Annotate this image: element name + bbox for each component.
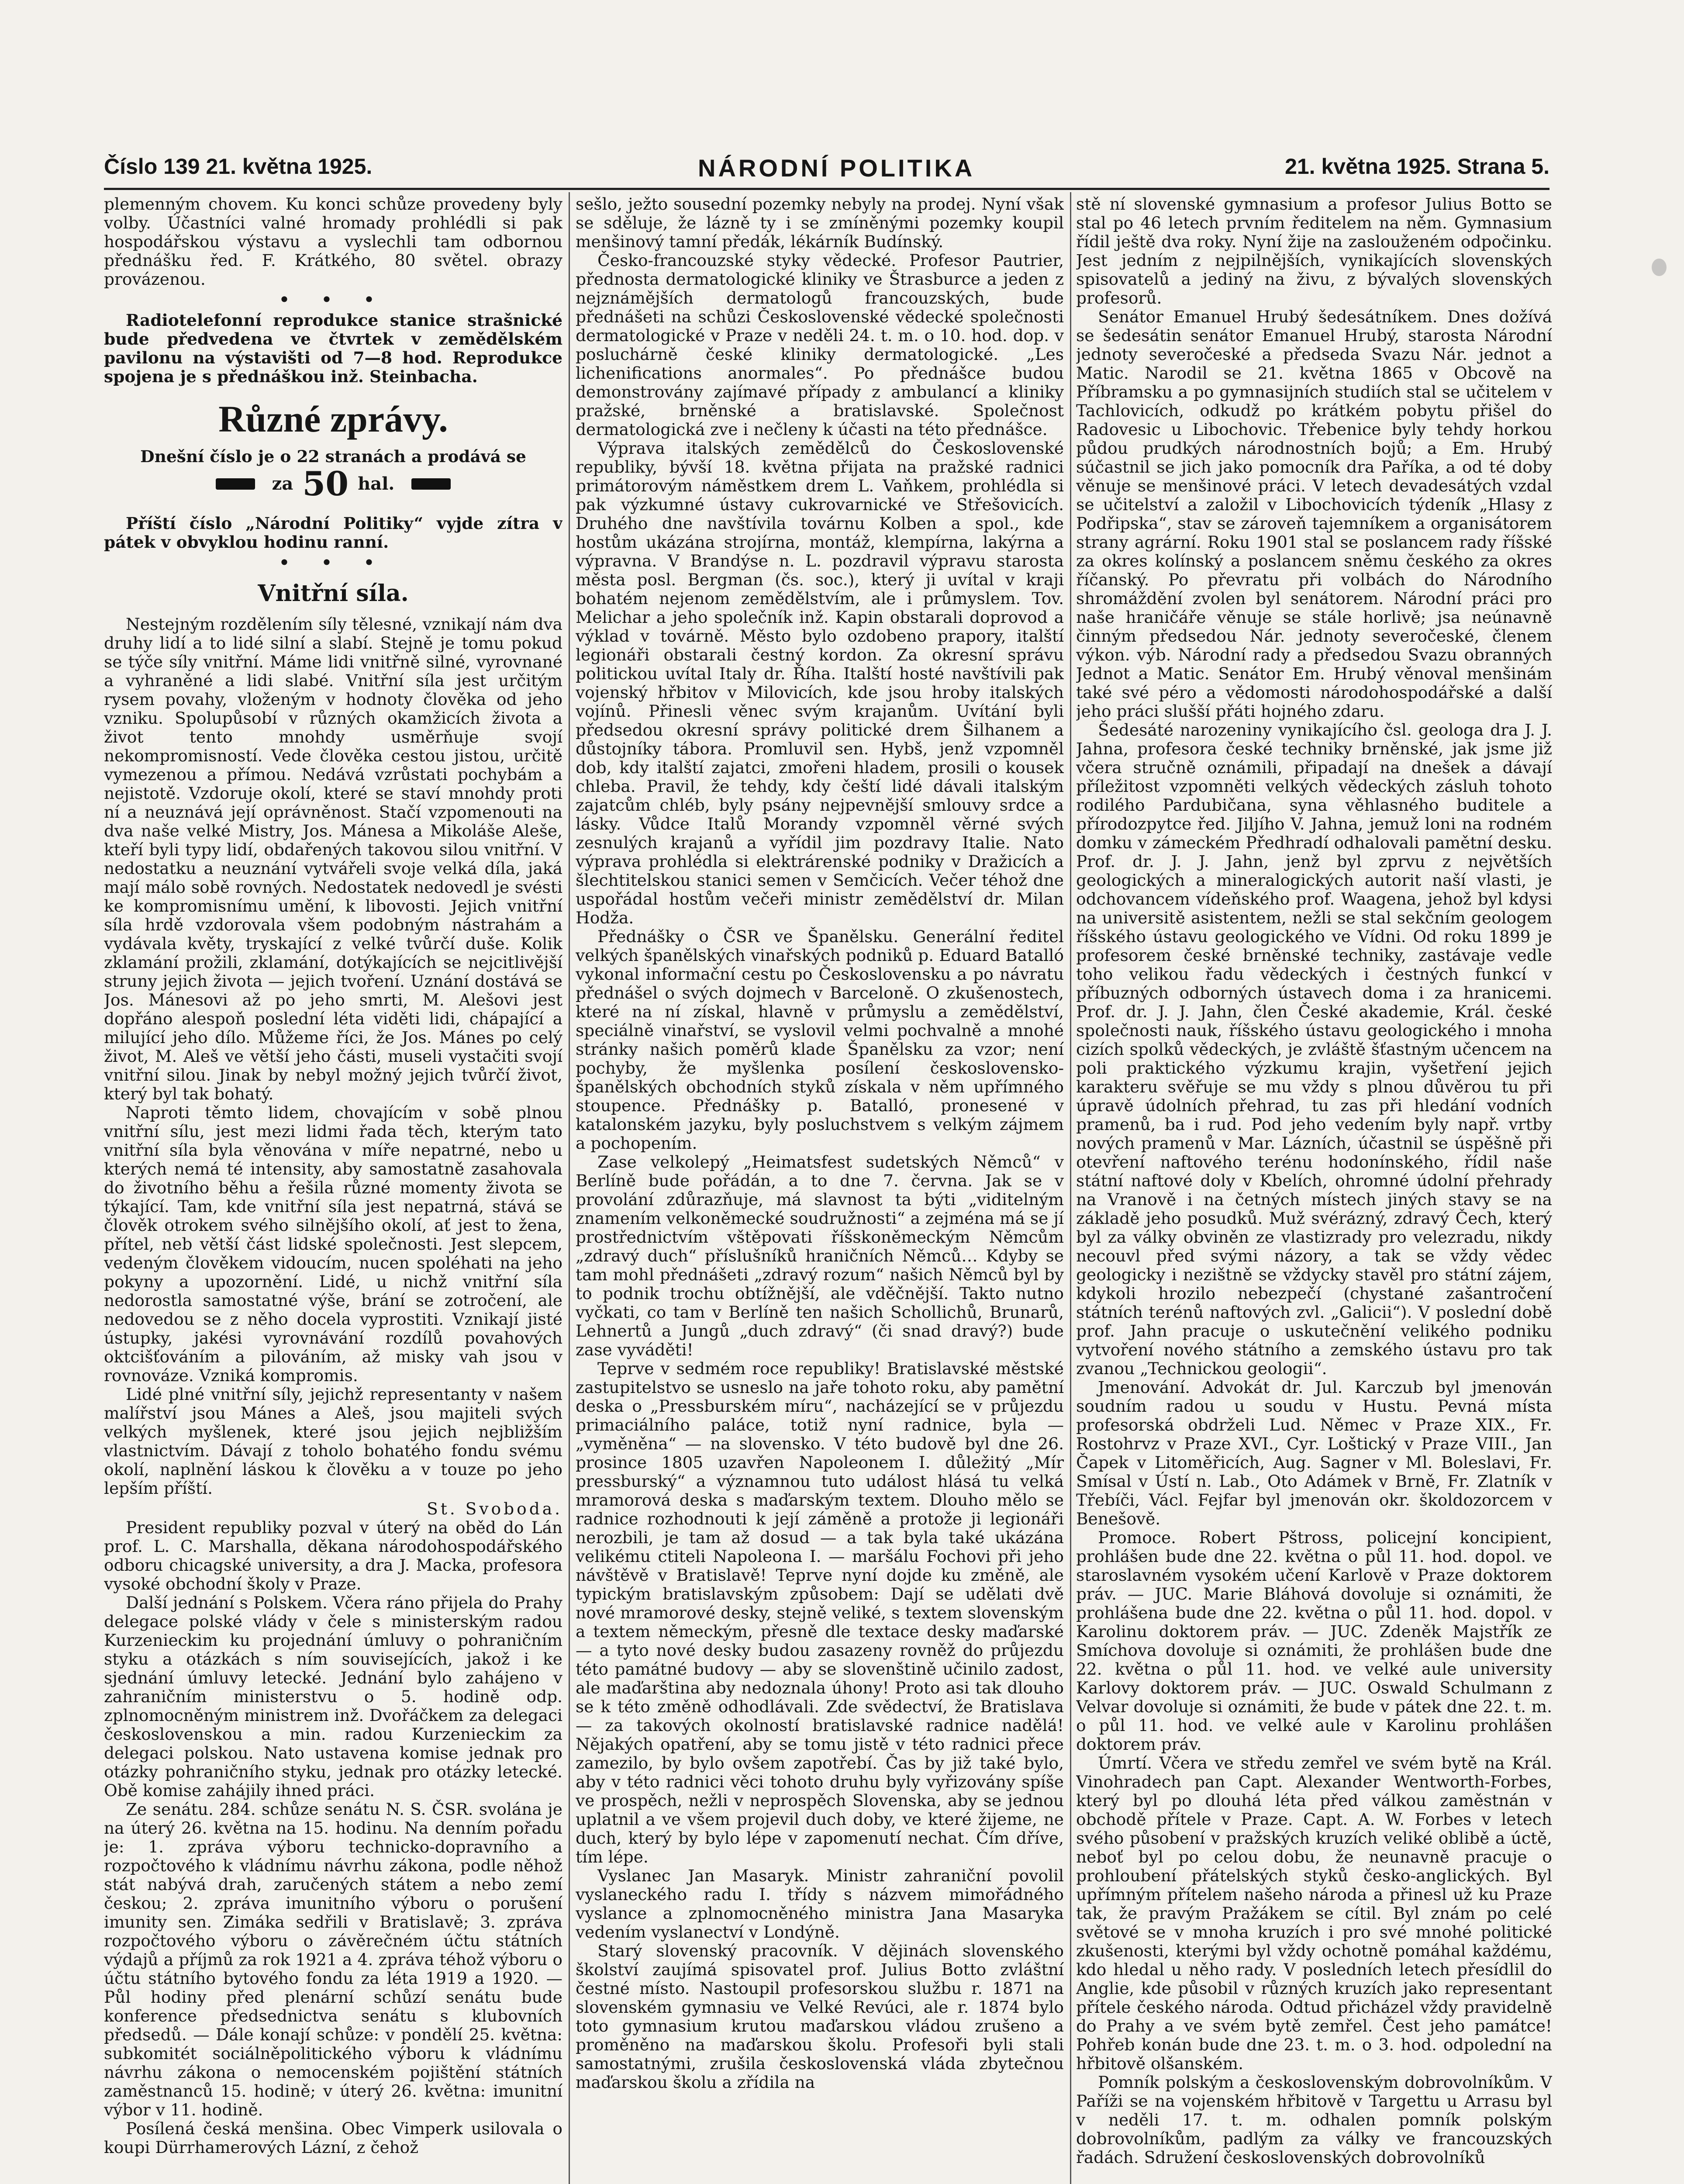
column-2 bbox=[576, 195, 1064, 2184]
news-item: Jmenování. Advokát dr. Jul. Karczub byl jmenován soudním radou u soudu v Hustu. Pevná místa profesorská obdrželi Lud. Němec v Praze XIX., Fr. Rostohrvz v Praze XVI., Cyr. Loštický v Praze VIII., Jan Čapek v Litoměřicích, Aug. Sagner v Ml. Boleslavi, Fr. Smísal v Ústí n. Lab., Oto Adámek v Brně, Fr. Zlatník v Třebíči, Václ. Fejfar byl jmenován okr. školdozorcem v Benešově. bbox=[1076, 1378, 1552, 1528]
pointing-hand-icon bbox=[216, 478, 255, 490]
news-item: Ze senátu. 284. schůze senátu N. S. ČSR. svolána je na úterý 26. května na 15. hodinu. Na denním pořadu je: 1. zpráva výboru technicko-dopravního a rozpočtového k vládnímu návrhu zákona, podle něhož stát nabývá drah, zaručených státem a nebo zemí českou; 2. zpráva imunitního výboru o porušení imunity sen. Zimáka sedřili v Bratislavě; 3. zpráva rozpočtového výboru o závěrečném účtu státních výdajů a příjmů za rok 1921 a 4. zpráva téhož výboru o účtu státního bytového fondu za léta 1919 a 1920. — Půl hodiny před plenární schůzí senátu bude konference předsednictva senátu s klubovních předsedů. — Dále konají schůze: v pondělí 25. května: subkomitét sociálněpolitického výboru k vládnímu návrhu zákona o nemocenském pojištění státních zaměstnanců 15. hodině; v úterý 26. května: imunitní výbor v 11. hodině. bbox=[104, 1800, 562, 2119]
news-item: Zase velkolepý „Heimatsfest sudetských Němců“ v Berlíně bude pořádán, a to dne 7. června. Jak se v provolání zdůrazňuje, má slavnost ta býti „viditelným znamením velkoněmecké soudružnosti“ a zejména má se jí prostřednictvím vštěpovati říšskoněmeckým Němcům „zdravý duch“ příslušníků hraničních Němců… Kdyby se tam mohl přednášeti „zdravý rozum“ našich Němců byl by to podnik trochu obtížnější, ale vděčnější. Takto nutno vyčkati, co tam v Berlíně ten našich Schollichů, Brunarů, Lehnertů a Jungů „duch zdravý“ (či snad dravý?) bude zase vyváděti! bbox=[576, 1152, 1064, 1359]
price-line bbox=[104, 464, 562, 507]
header-rule bbox=[104, 188, 1549, 190]
separator-dots: • • • bbox=[279, 553, 388, 572]
column-1 bbox=[104, 195, 562, 2184]
news-item: sešlo, ježto sousední pozemky nebyly na prodej. Nyní však se sděluje, že lázně ty i se zmíněnými pozemky koupil menšinový tamní předák, lékárník Budínský. bbox=[576, 195, 1064, 251]
news-item: President republiky pozval v úterý na oběd do Lán prof. L. C. Marshalla, děkana národohospodářského odboru chicagské university, a dra J. Macka, profesora vysoké obchodní školy v Praze. bbox=[104, 1518, 562, 1593]
news-item: stě ní slovenské gymnasium a profesor Julius Botto se stal po 46 letech prvním ředitelem na něm. Gymnasium řídil ještě dva roky. Nyní žije na zaslouženém odpočinku. Jest jedním z nejpilnějších, vynikajících slovenských spisovatelů a jediný na živu, z bývalých slovenských profesorů. bbox=[1076, 195, 1552, 308]
news-item: Starý slovenský pracovník. V dějinách slovenského školství zaujímá spisovatel prof. Julius Botto zvláštní čestné místo. Nastoupil profesorskou službu r. 1871 na slovenském gymnasiu ve Velké Revúci, ale r. 1874 bylo toto gymnasium krutou maďarskou vládou zrušeno a proměněno na maďarskou školu. Profesoři byli stali samostatnými, zrušila československá vláda zbytečnou maďarskou školu a zřídila na bbox=[576, 1941, 1064, 2092]
author-signature: St. Svoboda. bbox=[427, 1499, 562, 1518]
news-item: Česko-francouzské styky vědecké. Profesor Pautrier, přednosta dermatologické kliniky ve Štrasburce a jeden z nejznámějších dermatologů francouzských, bude přednášeti na schůzi Československé vědecké společnosti dermatologické v Praze v neděli 24. t. m. o 10. hod. dop. v posluchárně české kliniky dermatologické. „Les lichenifications anormales“. Po přednášce budou demonstrovány zajímavé případy z ambulancí a kliniky pražské, brněnské a bratislavské. Společnost dermatologická zve i nečleny k účasti na této přednášce. bbox=[576, 251, 1064, 439]
news-item: Senátor Emanuel Hrubý šedesátníkem. Dnes dožívá se šedesátin senátor Emanuel Hrubý, starosta Národní jednoty severočeské a předseda Svazu Nár. jednot a Matic. Narodil se 21. května 1865 v Obcově na Příbramsku a po gymnasijních studiích stal se učitelem v Tachlovicích, odkudž po krátkém pobytu přišel do Radovesic u Libochovic. Třebenice byly tehdy horkou půdou prudkých národnostních bojů; a Em. Hrubý súčastnil se jich jako pomocník dra Paříka, a od té doby věnuje se menšinové práci. V letech devadesátých vzdal se učitelství a založil v Libochovicích týdeník „Hlasy z Podřipska“, stav se zároveň tajemníkem a organisátorem strany agrární. Roku 1901 stal se poslancem rady říšské za okres kolínský a poslancem sněmu českého za okres říčanský. Po převratu při volbách do Národního shromáždění zvolen byl senátorem. Národní práci pro naše hraničáře věnuje se stále horlivě; jsa neúnavně činným předsedou Nár. jednoty severočeské, členem výkon. výb. Národní rady a předsedou Svazu obranných Jednot a Matic. Senátor Em. Hrubý věnoval menšinám také své péro a vědomosti národohospodářské a další jeho práci slušší přáti hojného zdaru. bbox=[1076, 307, 1552, 721]
paper-stain bbox=[1652, 259, 1667, 276]
date-page-number: 21. května 1925. Strana 5. bbox=[1285, 154, 1549, 179]
page-header bbox=[104, 154, 1549, 189]
article-paragraph: Nestejným rozdělením síly tělesné, vznikají nám dva druhy lidí a to lidé silní a slabí. Stejně je tomu pokud se týče síly vnitřní. Máme lidi vnitřně silné, vyrovnané a vyhraněné a lidi slabé. Vnitřní síla jest určitým rysem povahy, vloženým v hodnoty člověka od jeho vzniku. Spolupůsobí v různých okamžicích života a život tento mnohdy usměrňuje svojí nekompromisností. Vede člověka cestou jistou, určitě vymezenou a přímou. Nedává vzrůstati pochybám a nejistotě. Vzdoruje okolí, které se staví mnohdy proti ní a neuznává její oprávněnost. Stačí vzpomenouti na dva naše velké Mistry, Jos. Mánesa a Mikoláše Aleše, kteří byli typy lidí, obdařených takovou silou vnitřní. V nedostatku a neuznání vytvářeli svoje velká díla, jaká mají málo sobě rovných. Nedostatek nedovedl je svésti ke kompromisnímu umění, k libovosti. Jejich vnitřní síla hrdě vzdorovala všem podobným nástrahám a vydávala květy, tryskající z velké tvůrčí duše. Kolik zklamání prožili, zklamání, dotýkajících se nejcitlivější struny jejich života — jejich tvoření. Uznání dostává se Jos. Mánesovi až po jeho smrti, M. Alešovi jest dopřáno alespoň poslední léta viděti lidi, chápající a milující jeho dílo. Můžeme říci, že Jos. Mánes po celý život, M. Aleš ve větší jeho části, museli vystačiti svojí vnitřní silou. Jinak by nebyl možný jejich tvůrčí život, který byl tak bohatý. bbox=[104, 615, 562, 1103]
pointing-hand-icon bbox=[411, 478, 451, 490]
article-paragraph: Radiotelefonní reprodukce stanice strašnické bude předvedena ve čtvrtek v zemědělském pavilonu na výstavišti od 7—8 hod. Reprodukce spojena je s přednáškou inž. Steinbacha. bbox=[104, 311, 562, 386]
price-prefix: za bbox=[272, 473, 293, 494]
news-item: Úmrtí. Včera ve středu zemřel ve svém bytě na Král. Vinohradech pan Capt. Alexander Wentworth-Forbes, který byl po dlouhá léta před válkou zaměstnán v obchodě přítele v Praze. Capt. A. W. Forbes v letech svého působení v pražských kruzích veliké oblibě a úctě, neboť byl po celou dobu, že neunavně pracuje o prohloubení přátelských styků česko-anglických. Byl upřímným přítelem našeho národa a přinesl už ku Praze tak, že pravým Pražákem se cítil. Byl znám po celé světové se v mnoha kruzích i pro své mnohé politické zkušenosti, kterými byl vždy ochotně pomáhal každému, kdo hledal u něho rady. V posledních letech přesídlil do Anglie, kde působil v různých kruzích jako representant přítele českého národa. Odtud přicházel vždy pravidelně do Prahy a ve svém bytě zemřel. Čest jeho památce! Pohřeb konán bude dne 23. t. m. o 3. hod. odpolední na hřbitově olšanském. bbox=[1076, 1753, 1552, 2073]
news-item: Další jednání s Polskem. Včera ráno přijela do Prahy delegace polské vlády v čele s ministerským radou Kurzenieckim ku projednání úmluvy o pohraničním styku a otázkách s ním souvisejících, jakož i ke sjednání úmluvy letecké. Jednání bylo zahájeno v zahraničním ministerstvu o 5. hodině odp. zplnomocněným ministrem inž. Dvořáčkem za delegaci československou a min. radou Kurzenieckim za delegaci polskou. Nato ustavena komise jednak pro otázky pohraničního styku, jednak pro otázky letecké. Obě komise zahájily ihned práci. bbox=[104, 1593, 562, 1800]
price-unit: hal. bbox=[358, 473, 395, 494]
column-divider-1 bbox=[569, 192, 570, 2184]
article-paragraph: plemenným chovem. Ku konci schůze provedeny byly volby. Účastníci valné hromady prohlédli si pak hospodářskou výstavu a vyslechli tam odbornou přednášku řed. F. Krátkého, 80 světel. obrazy provázenou. bbox=[104, 195, 562, 289]
column-3 bbox=[1076, 195, 1552, 2184]
price-value: 50 bbox=[302, 464, 349, 503]
news-item: Pomník polským a československým dobrovolníkům. V Paříži se na vojenském hřbitově v Targettu u Arrasu byl v neděli 17. t. m. odhalen pomník polským dobrovolníkům, padlým za války ve francouzských řadách. Sdružení československých dobrovolníků bbox=[1076, 2073, 1552, 2167]
news-item: Šedesáté narozeniny vynikajícího čsl. geologa dra J. J. Jahna, profesora české techniky brněnské, jak jsme již včera stručně oznámili, připadají na dnešek a dávají příležitost vzpomněti velkých vědeckých zásluh tohoto rodilého Pardubičana, syna věhlasného buditele a přírodozpytce řed. Jiljího V. Jahna, jemuž loni na rodném domku v zámeckém Předhradí odhalovali pamětní desku. Prof. dr. J. J. Jahn, jenž byl zprvu z největších geologických a mineralogických autorit naší vlasti, je odchovancem vídeňského prof. Waagena, jehož byl kdysi na universitě asistentem, nežli se stal sekčním geologem říšského ústavu geologického ve Vídni. Od roku 1899 je profesorem české brněnské techniky, zastávaje vedle toho velikou řadu vědeckých i čestných funkcí v příbuzných odborných ústavech doma i za hranicemi. Prof. dr. J. J. Jahn, člen České akademie, Král. české společnosti nauk, říšského ústavu geologického i mnoha cizích spolků vědeckých, je zvláště šťastným učencem na poli praktického výzkumu krajin, vyšetření jejich karakteru svěřuje se mu vždy s plnou důvěrou tu při úpravě údolních přehrad, tu zas při hledání vodních pramenů, ba i rud. Pod jeho vedením byly např. vrtby nových pramenů v Mar. Lázních, účastnil se úspěšně při otevření naftového terénu hodonínského, řídil naše státní naftové doly v Kbelích, ohromné údolní přehrady na Vranově i na četných místech jiných stavy se na základě jeho posudků. Muž svérázný, zdravý Čech, který byl za války obviněn ze vlastizrady pro velezradu, nikdy necouvl před svými názory, a tak se vždy vědec geologicky i nezištně se vždycky stavěl pro státní zájem, kdykoli hrozilo nebezpečí (chystané zašantročení státních terénů naftových zvl. „Galicii“). V poslední době prof. Jahn pracuje o uskutečnění velikého podniku vytvoření nového státního a zemského ústavu pro tak zvanou „Technickou geologii“. bbox=[1076, 720, 1552, 1378]
news-item: Výprava italských zemědělců do Československé republiky, bývší 18. května přijata na pražské radnici primátorovým náměstkem drem L. Vaňkem, prohlédla si pak výzkumné ústavy cukrovarnické ve Střešovicích. Druhého dne navštívila továrnu Kolben a spol., kde hostům ukázána strojírna, montáž, klempírna, lakýrna a výpravna. V Brandýse n. L. pozdravil výpravu starosta města posl. Bergman (čs. soc.), který ji uvítal v kraji bohatém nejenom zemědělstvím, ale i průmyslem. Tov. Melichar a jeho společník inž. Kapin obstarali doprovod a výklad v továrně. Město bylo ozdobeno prapory, italští legionáři obstarali čestný kordon. Za okresní správu politickou uvítal Italy dr. Říha. Italští hosté navštívili pak vojenský hřbitov v Milovicích, kde jsou hroby italských vojínů. Přinesli věnec svým krajanům. Uvítání byli předsedou okresní správy politické drem Šilhanem a důstojníky tábora. Promluvil sen. Hybš, jenž vzpomněl dob, kdy italští zajatci, zmořeni hladem, prosili o kousek chleba. Pravil, že tehdy, kdy čeští lidé dávali italským zajatcům chléb, byly psány nejpevnější smlouvy srdce a lásky. Vůdce Italů Morandy vzpomněl věrné svých zesnulých krajanů a vyřídil jim pozdravy Italie. Nato výprava prohlédla si elektrárenské podniky v Dražicích a šlechtitelskou stanici semen v Semčicích. Večer téhož dne uspořádal hostům večeři ministr zemědělství dr. Milan Hodža. bbox=[576, 439, 1064, 927]
next-issue-notice: Příští číslo „Národní Politiky“ vyjde zítra v pátek v obvyklou hodinu ranní. bbox=[104, 514, 562, 552]
issue-notice: Dnešní číslo je o 22 stranách a prodává se bbox=[140, 447, 526, 466]
article-paragraph: Naproti těmto lidem, chovajícím v sobě plnou vnitřní sílu, jest mezi lidmi řada těch, kterým tato vnitřní síla byla věnována v míře nepatrné, nebo u kterých nemá té intensity, aby samostatně zasahovala do životního běhu a řešila různé momenty života se týkající. Tam, kde vnitřní síla jest nepatrná, stává se člověk otrokem svého silnějšího okolí, ať jest to žena, přítel, neb větší část lidské společnosti. Jest slepcem, vedeným člověkem vidoucím, nucen spoléhati na jeho pokyny a upozornění. Lidé, u nichž vnitřní síla nedorostla samostatné výše, brání se zotročení, ale nedovedou se z něho docela vyprostiti. Vznikají jisté ústupky, jakési vyrovnávání rozdílů povahových oktcišťováním a pilováním, až misky vah jsou v rovnováze. Vzniká kompromis. bbox=[104, 1103, 562, 1385]
news-item: Posílená česká menšina. Obec Vimperk usilovala o koupi Dürrhamerových Lázní, z čehož bbox=[104, 2119, 562, 2157]
masthead-title: NÁRODNÍ POLITIKA bbox=[698, 154, 975, 182]
article-paragraph: Lidé plné vnitřní síly, jejichž representanty v našem malířství jsou Mánes a Aleš, jsou majiteli svých velkých myšlenek, které jsou jejich nejbližším vlastnictvím. Dávají z toholo bohatého fondu svému okolí, naplnění láskou k člověku a v touze po jeho lepším příští. bbox=[104, 1385, 562, 1498]
separator-dots: • • • bbox=[279, 290, 388, 309]
news-item: Teprve v sedmém roce republiky! Bratislavské městské zastupitelstvo se usneslo na jaře tohoto roku, aby pamětní deska o „Pressburském míru“, nacházející se v průjezdu primaciálního paláce, totiž nyní radnice, byla — „vyměněna“ — na slovensko. V této budově byl dne 26. prosince 1805 uzavřen Napoleonem I. důležitý „Mír pressburský“ a významnou tuto událost hlásá tu velká mramorová deska s maďarským textem. Dlouho mělo se radnice rozhodnouti k její záměně a protože ji legionáři nerozbili, je tam až dosud — a tak byla také ukázána velikému ctiteli Napoleona I. — maršálu Fochovi při jeho návštěvě v Bratislavě! Teprve nyní dojde ku změně, ale typickým bratislavským způsobem: Dají se udělati dvě nové mramorové desky, stejně veliké, s textem slovenským a textem německým, přesně dle textace desky maďarské — a tyto nové desky budou zasazeny rovněž do průjezdu této památné budovy — aby se slovenštině učinilo zadost, ale maďarština aby nedoznala úhony! Proto asi tak dlouho se k této změně odhodlávali. Zde svědectví, že Bratislava — za takových okolností bratislavské radnice nadělá! Nějakých opatření, aby se tomu jistě v této radnici přece zamezilo, by bylo ovšem zapotřebí. Čas by již také bylo, aby v této radnici věci tohoto druhu byly vyřizovány spíše ve prospěch, nežli v neprospěch Slovenska, aby se jednou uplatnil a ve všem projevil duch doby, ve které žijeme, ne duch, který by bylo lépe v zapomenutí nechat. Čím dříve, tím lépe. bbox=[576, 1359, 1064, 1866]
section-title: Různé zprávy. bbox=[218, 398, 448, 440]
article-title: Vnitřní síla. bbox=[258, 580, 409, 607]
news-item: Přednášky o ČSR ve Španělsku. Generální ředitel velkých španělských vinařských podniků p. Eduard Batalló vykonal informační cestu po Československu a po návratu přednášel o svých dojmech v Barceloně. O zkušenostech, které na ní získal, hlavně v průmyslu a zemědělství, speciálně vinařství, se vyslovil velmi pochvalně a mnohé stránky našich poměrů klade Španělsku za vzor; není pochyby, že myšlenka posílení československo-španělských obchodních styků získala v něm upřímného stoupence. Přednášky p. Batalló, pronesené v katalonském jazyku, byly posluchstvem s velkým zájmem a pochopením. bbox=[576, 927, 1064, 1153]
issue-number-date: Číslo 139 21. května 1925. bbox=[104, 154, 373, 179]
column-divider-2 bbox=[1070, 192, 1071, 2184]
news-item: Promoce. Robert Pštross, policejní koncipient, prohlášen bude dne 22. května o půl 11. hod. dopol. ve staroslavném vysokém učení Karlově v Praze doktorem práv. — JUC. Marie Bláhová dovoluje si oznámiti, že prohlášena bude dne 22. května o půl 11. hod. dopol. v Karolinu doktorem práv. — JUC. Zdeněk Majstřík ze Smíchova dovoluje si oznámiti, že prohlášen bude dne 22. května o půl 11. hod. ve velké aule university Karlovy doktorem práv. — JUC. Oswald Schulmann z Velvar dovoluje si oznámiti, že bude v pátek dne 22. t. m. o půl 11. hod. ve velké aule v Karolinu prohlášen doktorem práv. bbox=[1076, 1528, 1552, 1754]
news-item: Vyslanec Jan Masaryk. Ministr zahraniční povolil vyslaneckého radu I. třídy s názvem mimořádného vyslance a zplnomocněného ministra Jana Masaryka vedením vyslanectví v Londýně. bbox=[576, 1866, 1064, 1942]
